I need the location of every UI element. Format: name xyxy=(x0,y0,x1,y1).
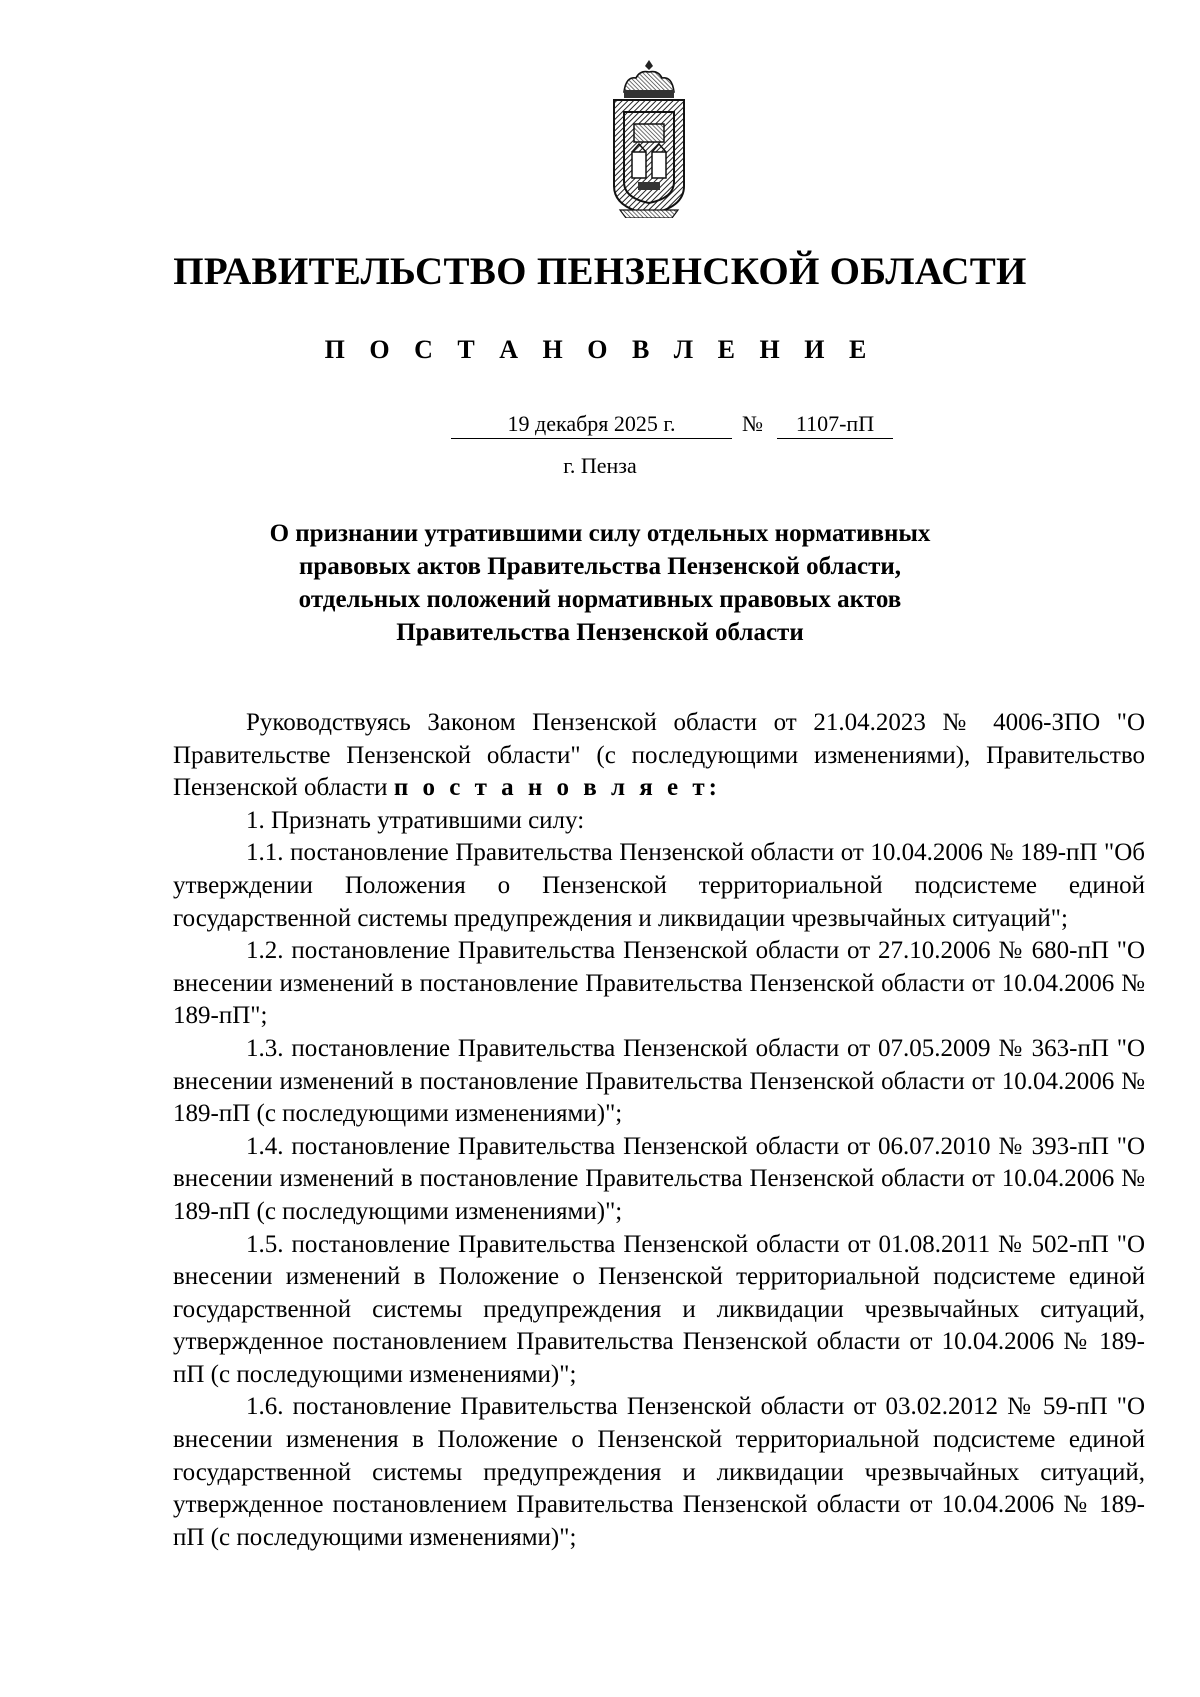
subject-line: правовых актов Правительства Пензенской области, xyxy=(298,553,902,580)
subject-line: О признании утратившими силу отдельных нормативных xyxy=(269,520,931,547)
document-type-heading: П О С Т А Н О В Л Е Н И Е xyxy=(324,335,876,364)
preamble-keyword: п о с т а н о в л я е т: xyxy=(393,774,722,802)
body-item: 1.6. постановление Правительства Пензенской области от 03.02.2012 № 59-пП "О внесении изменения в Положение о Пензенской территориальной подсистеме единой государственной системы предупреждения и ликвидации чрезвычайных ситуаций, утвержденное постановлением Правительства Пензенской области от 10.04.2006 № 189-пП (с последующими изменениями)"; xyxy=(173,1393,1145,1551)
body-item: 1.4. постановление Правительства Пензенской области от 06.07.2010 № 393-пП "О внесении изменений в постановление Правительства Пензенской области от 10.04.2006 № 189-пП (с последующими изменениями)"; xyxy=(173,1132,1145,1225)
number-sign: № xyxy=(742,411,763,436)
body-item: 1.5. постановление Правительства Пензенской области от 01.08.2011 № 502-пП "О внесении изменений в Положение о Пензенской территориальной подсистеме единой государственной системы предупреждения и ликвидации чрезвычайных ситуаций, утвержденное постановлением Правительства Пензенской области от 10.04.2006 № 189-пП (с последующими изменениями)"; xyxy=(173,1230,1145,1388)
body-item: 1. Признать утратившими силу: xyxy=(246,806,585,834)
body-item: 1.1. постановление Правительства Пензенской области от 10.04.2006 № 189-пП "Об утверждении Положения о Пензенской территориальной подсистеме единой государственной системы предупреждения и ликвидации чрезвычайных ситуаций"; xyxy=(173,839,1145,932)
document-number: 1107-пП xyxy=(777,410,893,439)
body-item: 1.3. постановление Правительства Пензенской области от 07.05.2009 № 363-пП "О внесении изменений в постановление Правительства Пензенской области от 10.04.2006 № 189-пП (с последующими изменениями)"; xyxy=(173,1034,1145,1128)
preamble-text: Руководствуясь Законом Пензенской области от 21.04.2023 № 4006-ЗПО "О Правительстве Пензенской области" (с последующими изменениями), Правительство Пензенской области xyxy=(173,709,1145,802)
subject-line: Правительства Пензенской области xyxy=(396,619,804,646)
penza-coat-of-arms-icon xyxy=(602,58,696,218)
government-title: ПРАВИТЕЛЬСТВО ПЕНЗЕНСКОЙ ОБЛАСТИ xyxy=(173,250,1027,293)
document-date: 19 декабря 2025 г. xyxy=(451,410,732,439)
preamble-paragraph xyxy=(173,707,1145,805)
subject-line: отдельных положений нормативных правовых актов xyxy=(298,586,902,613)
document-body xyxy=(173,707,1145,1554)
document-subject xyxy=(230,517,970,649)
body-item: 1.2. постановление Правительства Пензенской области от 27.10.2006 № 680-пП "О внесении изменений в постановление Правительства Пензенской области от 10.04.2006 № 189-пП"; xyxy=(173,937,1145,1030)
city: г. Пенза xyxy=(563,453,637,478)
